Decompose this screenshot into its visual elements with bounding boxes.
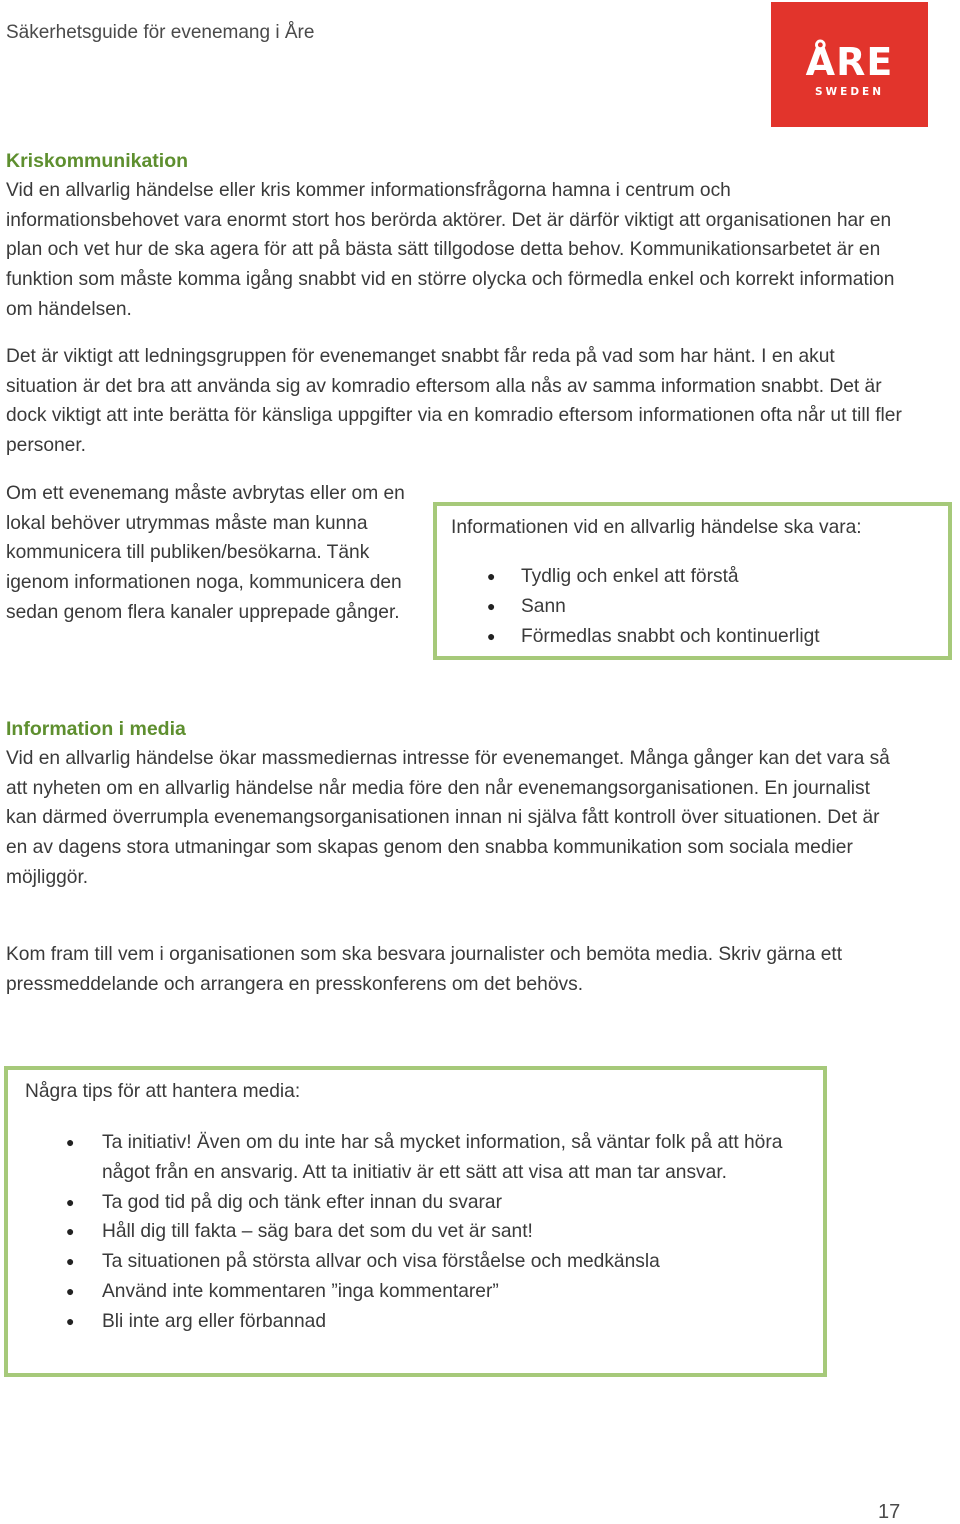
bullet-icon: ● — [66, 1134, 75, 1150]
list-item: ● Förmedlas snabbt och kontinuerligt — [521, 622, 941, 652]
kriskommunikation-paragraph-3: Om ett evenemang måste avbrytas eller om en lokal behöver utrymmas måste man kunna kommunicera till publiken/besökarna. Tänk igenom informationen noga, kommunicera den sedan genom flera kanaler upprepade gånger. — [6, 483, 405, 623]
are-sweden-logo — [771, 2, 928, 127]
list-item: ● Ta situationen på största allvar och visa förståelse och medkänsla — [102, 1247, 812, 1277]
bullet-icon: ● — [487, 568, 496, 584]
tips-box-list — [66, 1128, 812, 1337]
list-item: ● Håll dig till fakta – säg bara det som du vet är sant! — [102, 1217, 812, 1247]
page-number: 17 — [878, 1501, 901, 1523]
bullet-icon: ● — [66, 1312, 75, 1329]
tips-box-title: Några tips för att hantera media: — [25, 1081, 301, 1102]
bullet-icon: ● — [66, 1193, 75, 1210]
logo-wordmark: ÅRE — [805, 40, 894, 84]
kriskommunikation-paragraph-1: Vid en allvarlig händelse eller kris kommer informationsfrågorna hamna i centrum och informationsbehovet vara enormt stort hos berörda aktörer. Det är därför viktigt att organisationen har en plan och vet hur de ska agera för att på bästa sätt tillgodose detta behov. Kommunikationsarbetet är en funktion som måste komma igång snabbt vid en större olycka och förmedla enkel och korrekt information om händelsen. — [6, 180, 895, 320]
bullet-icon: ● — [487, 627, 496, 644]
list-item: ● Sann — [521, 592, 941, 622]
bullet-icon: ● — [66, 1282, 75, 1299]
list-item: ● Ta god tid på dig och tänk efter innan du svarar — [102, 1188, 812, 1218]
list-item: ● Tydlig och enkel att förstå — [521, 562, 941, 592]
media-tips-box — [4, 1066, 827, 1377]
info-box-title: Informationen vid en allvarlig händelse ska vara: — [451, 517, 862, 538]
bullet-icon: ● — [66, 1253, 75, 1270]
bullet-icon: ● — [66, 1223, 75, 1240]
kriskommunikation-paragraph-2: Det är viktigt att ledningsgruppen för evenemanget snabbt får reda på vad som har hänt. I en akut situation är det bra att använda sig av komradio eftersom alla nås av samma information snabbt. Det är dock viktigt att inte berätta för känsliga uppgifter via en komradio eftersom informationen ofta når ut till fler personer. — [6, 346, 902, 457]
media-paragraph-1: Vid en allvarlig händelse ökar massmediernas intresse för evenemanget. Många gånger kan det vara så att nyheten om en allvarlig händelse når media före den når evenemangsorganisationen. En journalist kan därmed överrumpla evenemangsorganisationen innan ni själva fått kontroll över situationen. Det är en av dagens stora utmaningar som skapas genom den snabba kommunikation som sociala medier möjliggör. — [6, 748, 890, 888]
list-item: ● Använd inte kommentaren ”inga kommentarer” — [102, 1277, 812, 1307]
logo-subtitle: SWEDEN — [815, 86, 884, 98]
bullet-icon: ● — [487, 597, 496, 614]
section-heading-information-i-media: Information i media — [6, 718, 186, 740]
info-requirements-box — [433, 502, 952, 660]
list-item: ● Bli inte arg eller förbannad — [102, 1307, 812, 1337]
document-header-title: Säkerhetsguide för evenemang i Åre — [6, 22, 315, 43]
list-item: ● Ta initiativ! Även om du inte har så mycket information, så väntar folk på att höra något från en ansvarig. Att ta initiativ är ett sätt att visa att man tar ansvar. — [102, 1128, 812, 1188]
section-heading-kriskommunikation: Kriskommunikation — [6, 150, 189, 172]
info-box-list — [487, 562, 941, 651]
media-paragraph-2: Kom fram till vem i organisationen som ska besvara journalister och bemöta media. Skriv gärna ett pressmeddelande och arrangera en presskonferens om det behövs. — [6, 944, 843, 995]
